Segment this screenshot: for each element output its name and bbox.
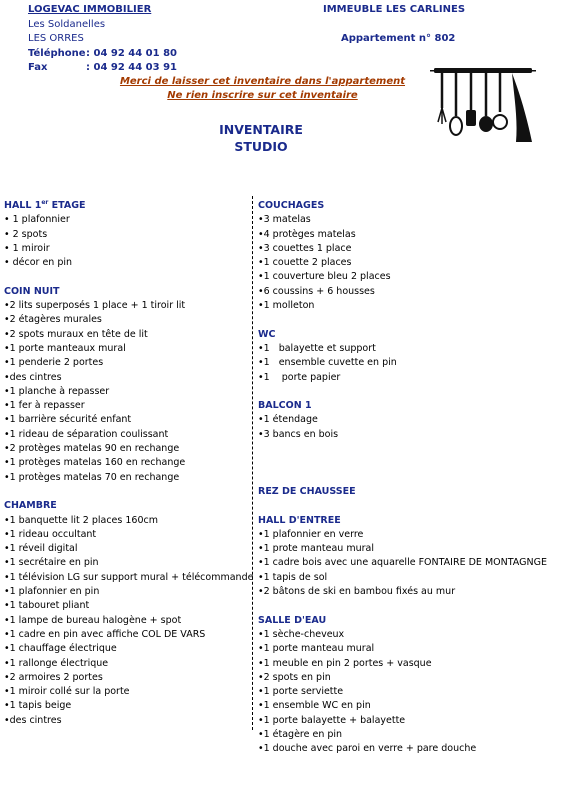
list-item: •1 tapis beige	[4, 700, 72, 712]
list-item: •1 fer à repasser	[4, 400, 85, 412]
list-item: • 1 miroir	[4, 242, 50, 254]
section-title-salle-eau: SALLE D'EAU	[258, 614, 327, 626]
list-item: •1 couverture bleu 2 places	[258, 271, 391, 283]
list-item: •3 couettes 1 place	[258, 242, 352, 254]
list-item: •2 lits superposés 1 place + 1 tiroir lit	[4, 300, 186, 312]
company-block	[28, 4, 177, 77]
list-item: •1 porte papier	[258, 371, 341, 383]
list-item: •1 rallonge électrique	[4, 657, 109, 669]
list-item: •1 porte manteau mural	[258, 643, 375, 655]
title-studio: STUDIO	[234, 139, 288, 154]
section-title-chambre: CHAMBRE	[4, 500, 57, 512]
list-item: •1 ensemble cuvette en pin	[258, 357, 397, 369]
building-block	[323, 4, 483, 44]
list-item: •1 protèges matelas 160 en rechange	[4, 457, 186, 469]
company-address-line2: LES ORRES	[28, 33, 84, 44]
list-item: • décor en pin	[4, 257, 73, 269]
list-item: •1 porte balayette + balayette	[258, 714, 406, 726]
list-item: •1 rideau de séparation coulissant	[4, 428, 169, 440]
right-column	[258, 199, 558, 757]
list-item: •1 porte manteaux mural	[4, 342, 126, 354]
list-item: •1 douche avec paroi en verre + pare douche	[258, 743, 477, 755]
list-item: •1 molleton	[258, 300, 315, 312]
list-item: •2 bâtons de ski en bambou fixés au mur	[258, 586, 456, 598]
list-item: •des cintres	[4, 714, 62, 726]
column-divider	[252, 196, 253, 730]
company-phone-row	[28, 48, 177, 63]
section-title-wc: WC	[258, 328, 276, 340]
list-item: •1 ensemble WC en pin	[258, 700, 371, 712]
list-item: •1 balayette et support	[258, 342, 376, 354]
list-item: •1 chauffage électrique	[4, 643, 117, 655]
list-item: •1 planche à repasser	[4, 385, 110, 397]
apartment-number: Appartement n° 802	[341, 33, 456, 44]
list-item: •1 tapis de sol	[258, 571, 328, 583]
list-item: •2 spots en pin	[258, 671, 331, 683]
list-item: •1 rideau occultant	[4, 528, 97, 540]
list-item: • 2 spots	[4, 228, 48, 240]
list-item: •1 sèche-cheveux	[258, 628, 345, 640]
list-item: •1 porte serviette	[258, 686, 344, 698]
list-item: •1 barrière sécurité enfant	[4, 414, 132, 426]
list-item: •1 secrétaire en pin	[4, 557, 99, 569]
section-title-rez-de-chaussee: REZ DE CHAUSSEE	[258, 485, 356, 497]
company-name: LOGEVAC IMMOBILIER	[28, 4, 152, 15]
section-title-couchages: COUCHAGES	[258, 200, 325, 211]
list-item: •3 bancs en bois	[258, 428, 339, 440]
list-item: •2 protèges matelas 90 en rechange	[4, 443, 180, 455]
list-item: •3 matelas	[258, 214, 311, 226]
list-item: •1 télévision LG sur support mural + télécommande	[4, 571, 254, 583]
list-item: •1 plafonnier en verre	[258, 528, 364, 540]
list-item: •1 banquette lit 2 places 160cm	[4, 514, 158, 526]
list-item: •des cintres	[4, 371, 62, 383]
list-item: •4 protèges matelas	[258, 228, 356, 240]
notice-keep-inventory: Merci de laisser cet inventaire dans l'appartement	[119, 76, 406, 87]
phone-number: : 04 92 44 01 80	[86, 47, 177, 59]
list-item: •1 cadre en pin avec affiche COL DE VARS	[4, 628, 206, 640]
section-title-hall-entree: HALL D'ENTREE	[258, 514, 341, 526]
list-item: •1 penderie 2 portes	[4, 357, 104, 369]
list-item: •6 coussins + 6 housses	[258, 285, 375, 297]
list-item: •1 miroir collé sur la porte	[4, 686, 130, 698]
list-item: •1 lampe de bureau halogène + spot	[4, 614, 182, 626]
list-item: •2 armoires 2 portes	[4, 671, 103, 683]
document-title	[150, 121, 372, 155]
list-item: •1 plafonnier en pin	[4, 586, 100, 598]
kitchen-utensils-icon	[428, 66, 538, 146]
left-column	[4, 198, 254, 728]
list-item: •1 prote manteau mural	[258, 543, 374, 555]
list-item: •1 réveil digital	[4, 543, 78, 555]
list-item: •1 cadre bois avec une aquarelle FONTAIRE DE MONTAGNGE	[258, 557, 547, 569]
list-item: •1 étagère en pin	[258, 728, 343, 740]
fax-number: : 04 92 44 03 91	[86, 62, 177, 73]
list-item: •1 protèges matelas 70 en rechange	[4, 471, 180, 483]
notice-do-not-write: Ne rien inscrire sur cet inventaire	[167, 90, 358, 101]
list-item: •1 étendage	[258, 414, 318, 426]
fax-label: Fax	[28, 62, 48, 73]
section-title-balcon: BALCON 1	[258, 400, 312, 412]
list-item: • 1 plafonnier	[4, 214, 70, 226]
title-inventaire: INVENTAIRE	[219, 122, 303, 137]
list-item: •2 spots muraux en tête de lit	[4, 328, 148, 340]
section-title-coin-nuit: COIN NUIT	[4, 285, 60, 297]
list-item: •2 étagères murales	[4, 314, 102, 326]
list-item: •1 meuble en pin 2 portes + vasque	[258, 657, 432, 669]
list-item: •1 tabouret pliant	[4, 600, 90, 612]
list-item: •1 couette 2 places	[258, 257, 352, 269]
section-title-hall: HALL 1er ETAGE	[4, 198, 86, 211]
building-name: IMMEUBLE LES CARLINES	[323, 4, 466, 15]
company-address-line1: Les Soldanelles	[28, 18, 106, 30]
phone-label: Téléphone	[28, 47, 86, 59]
